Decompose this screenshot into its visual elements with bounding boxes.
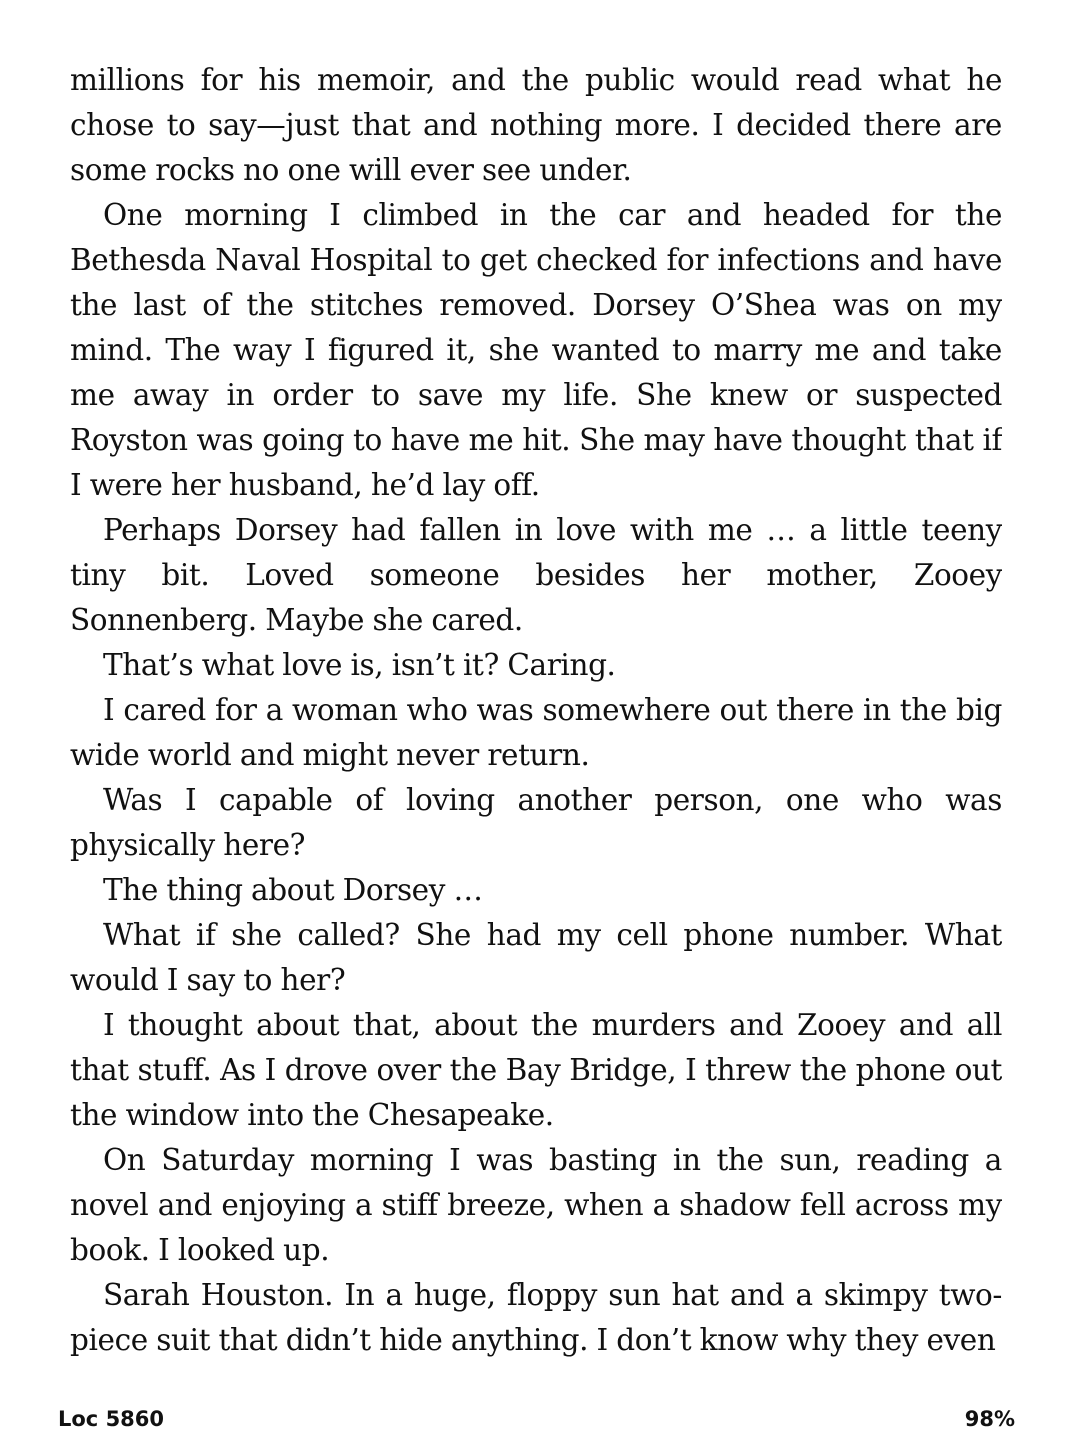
book-text <box>70 58 1002 1388</box>
paragraph-continued: millions for his memoir, and the public would read what he chose to say—just that and nothing more. I decided there are some rocks no one will ever see under. <box>70 63 1002 187</box>
paragraph: One morning I climbed in the car and headed for the Bethesda Naval Hospital to get checked for infections and have the last of the stitches removed. Dorsey O’Shea was on my mind. The way I figured it, she wanted to marry me and take me away in order to save my life. She knew or suspected Royston was going to have me hit. She may have thought that if I were her husband, he’d lay off. <box>70 198 1002 502</box>
reading-status-bar <box>0 1404 1072 1434</box>
progress-percent: 98% <box>964 1407 1015 1431</box>
location-indicator: Loc 5860 <box>58 1407 165 1431</box>
paragraph: What if she called? She had my cell phone number. What would I say to her? <box>70 918 1002 997</box>
paragraph: I cared for a woman who was somewhere out there in the big wide world and might never return. <box>70 693 1002 772</box>
paragraph: On Saturday morning I was basting in the sun, reading a novel and enjoying a stiff breeze, when a shadow fell across my book. I looked up. <box>70 1143 1002 1267</box>
paragraph: Sarah Houston. In a huge, floppy sun hat and a skimpy two-piece suit that didn’t hide anything. I don’t know why they even <box>70 1278 1002 1357</box>
paragraph: I thought about that, about the murders and Zooey and all that stuff. As I drove over the Bay Bridge, I threw the phone out the window into the Chesapeake. <box>70 1008 1002 1132</box>
paragraph: That’s what love is, isn’t it? Caring. <box>103 648 616 682</box>
paragraph: The thing about Dorsey … <box>103 873 483 907</box>
paragraph: Perhaps Dorsey had fallen in love with me … a little teeny tiny bit. Loved someone besides her mother, Zooey Sonnenberg. Maybe she cared. <box>70 513 1002 637</box>
paragraph: Was I capable of loving another person, one who was physically here? <box>70 783 1002 862</box>
